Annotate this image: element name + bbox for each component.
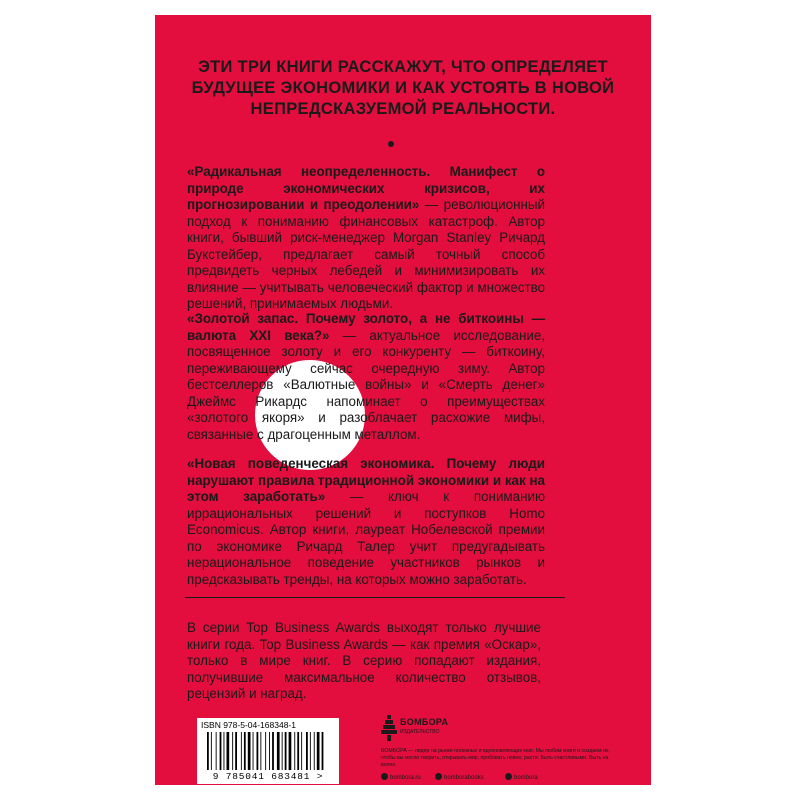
publisher-subtitle: ИЗДАТЕЛЬСТВО [400, 729, 440, 735]
bullet-divider [388, 141, 394, 147]
book-description-2 [187, 311, 545, 443]
barcode-bars [207, 732, 329, 770]
publisher-blurb: БОМБОРА — лидер на рынке полезных и вдохновляющих книг. Мы любим книги и создаем их, чтобы вы могли творить, открывать мир, пробовать новое, расти. Быть счастливыми. Быть на волне. [381, 748, 610, 768]
telegram-icon [435, 773, 442, 780]
book-text-2: — актуальное исследование, посвященное золоту и его конкуренту — биткоину, переживающему сейчас очередную зиму. Автор бестселлеров «Валютные войны» и «Смерть денег» Джеймс Рикардс напоминает о преимуществах «золотого якоря» и разоблачает расхожие мифы, связанные с драгоценным металлом. [187, 327, 545, 442]
publisher-name: БОМБОРА [400, 717, 449, 727]
barcode-number: 9 785041 683481 > [212, 771, 324, 782]
book-back-cover [155, 15, 651, 785]
bombora-tree-icon [381, 713, 397, 741]
social-telegram-label: bomborabooks [444, 775, 484, 781]
social-vk [505, 773, 538, 781]
publisher-logo [381, 713, 449, 743]
social-links [381, 773, 631, 783]
isbn-label: ISBN 978-5-04-168348-1 [201, 720, 296, 730]
book-description-3 [187, 456, 545, 588]
social-telegram [435, 773, 484, 781]
book-title-3: «Новая поведенческая экономика. Почему люди нарушают правила традиционной экономики и как на этом заработать» [187, 456, 545, 504]
book-text-1: — революционный подход к пониманию финансовых катастроф. Автор книги, бывший риск-менеджер Morgan Stanley Ричард Букстейбер, предлагает самый точный способ предвидеть черных лебедей и минимизировать их влияние — учитывать человеческий фактор и множество решений, принимаемых людьми. [187, 197, 545, 311]
book-description-1 [187, 164, 545, 313]
series-description: В серии Top Business Awards выходят только лучшие книги года. Top Business Awards — как премия «Оскар», только в мире книг. В серию попадают издания, получившие максимальное количество отзывов, рецензий и наград. [187, 620, 541, 701]
divider-line [185, 597, 565, 598]
book-title-2: «Золотой запас. Почему золото, а не биткоины — валюта XXI века?» [187, 311, 545, 343]
book-title-1: «Радикальная неопределенность. Манифест о природе экономических кризисов, их прогнозировании и преодолении» [187, 164, 545, 212]
social-site [381, 773, 421, 781]
social-site-label: bombora.ru [390, 775, 421, 781]
social-vk-label: bombora [514, 775, 538, 781]
barcode [197, 718, 339, 784]
vk-icon [505, 773, 512, 780]
globe-icon [381, 773, 388, 780]
headline: ЭТИ ТРИ КНИГИ РАССКАЖУТ, ЧТО ОПРЕДЕЛЯЕТ БУДУЩЕЕ ЭКОНОМИКИ И КАК УСТОЯТЬ В НОВОЙ НЕПРЕДСКАЗУЕМОЙ РЕАЛЬНОСТИ. [191, 58, 615, 118]
book-text-3: — ключ к пониманию иррациональных решений и поступков Homo Economicus. Автор книги, лауреат Нобелевской премии по экономике Ричард Талер учит предугадывать нерациональное поведение участников рынков и предсказывать тренды, на которых можно заработать. [187, 489, 545, 587]
